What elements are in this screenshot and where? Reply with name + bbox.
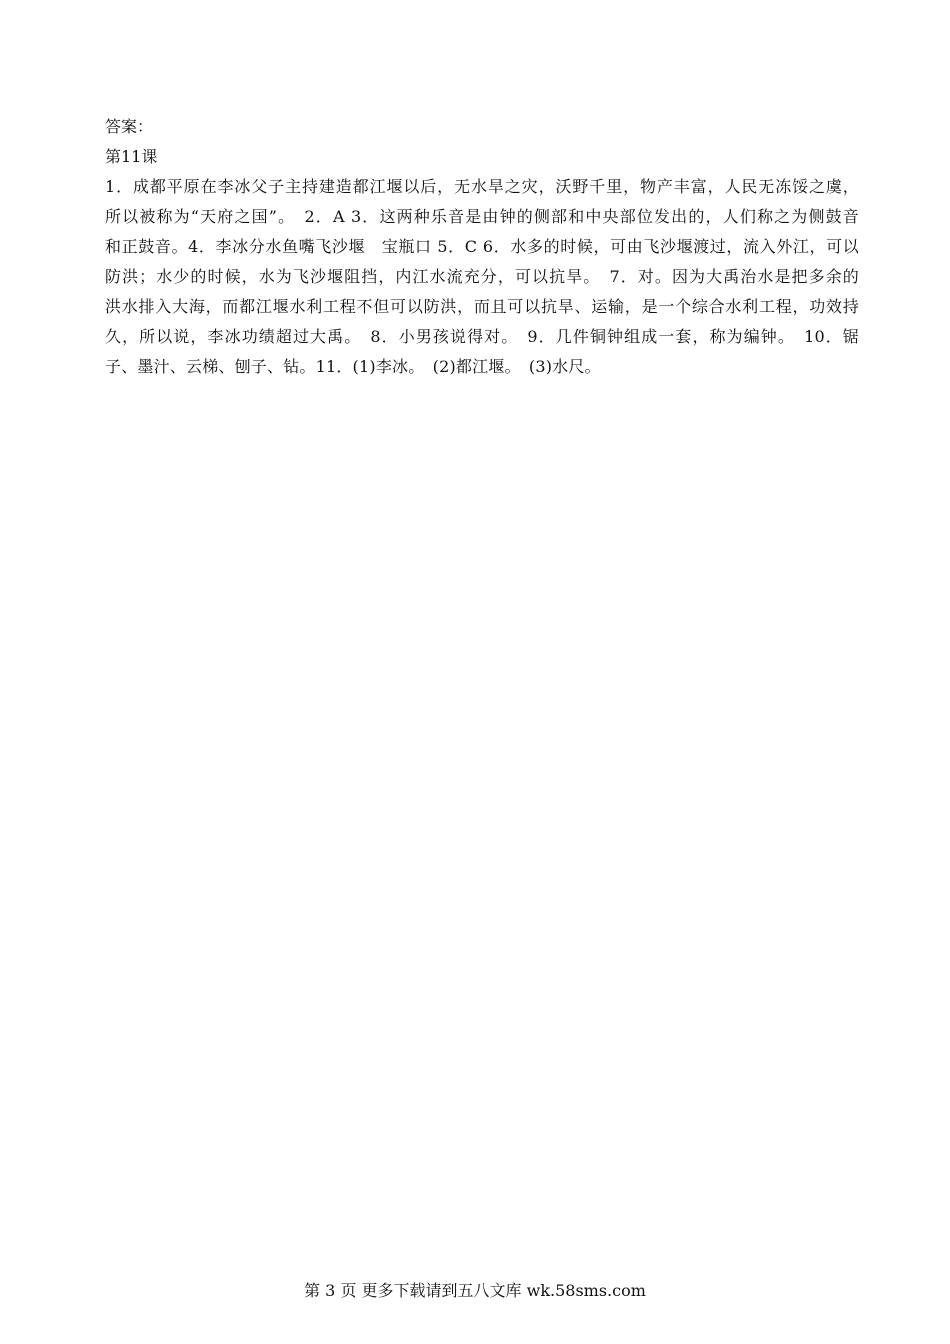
answer-line: 防洪；水少的时候，水为飞沙堰阻挡，内江水流充分，可以抗旱。 7．对。因为大禹治水是把多余的 bbox=[105, 267, 859, 286]
answer-line: 洪水排入大海，而都江堰水利工程不但可以防洪，而且可以抗旱、运输，是一个综合水利工程，功效持 bbox=[105, 297, 859, 316]
page-footer: 第 3 页 更多下载请到五八文库 wk.58sms.com bbox=[304, 1281, 646, 1300]
answer-section bbox=[105, 112, 859, 382]
answer-line: 久，所以说，李冰功绩超过大禹。 8．小男孩说得对。 9．几件铜钟组成一套，称为编钟。 10．锯 bbox=[105, 327, 859, 346]
answer-paragraph bbox=[105, 172, 859, 382]
answer-line: 子、墨汁、云梯、刨子、钻。11．(1)李冰。 (2)都江堰。 (3)水尺。 bbox=[105, 357, 601, 376]
answer-label: 答案： bbox=[105, 117, 154, 136]
answer-line: 和正鼓音。4．李冰分水鱼嘴飞沙堰 宝瓶口 5．C 6．水多的时候，可由飞沙堰渡过，流入外江，可以 bbox=[105, 237, 859, 256]
answer-line: 1．成都平原在李冰父子主持建造都江堰以后，无水旱之灾，沃野千里，物产丰富，人民无冻馁之虞， bbox=[105, 177, 859, 196]
lesson-label: 第11课 bbox=[105, 147, 158, 166]
answer-line: 所以被称为“天府之国”。 2．A 3．这两种乐音是由钟的侧部和中央部位发出的，人们称之为侧鼓音 bbox=[105, 207, 859, 226]
